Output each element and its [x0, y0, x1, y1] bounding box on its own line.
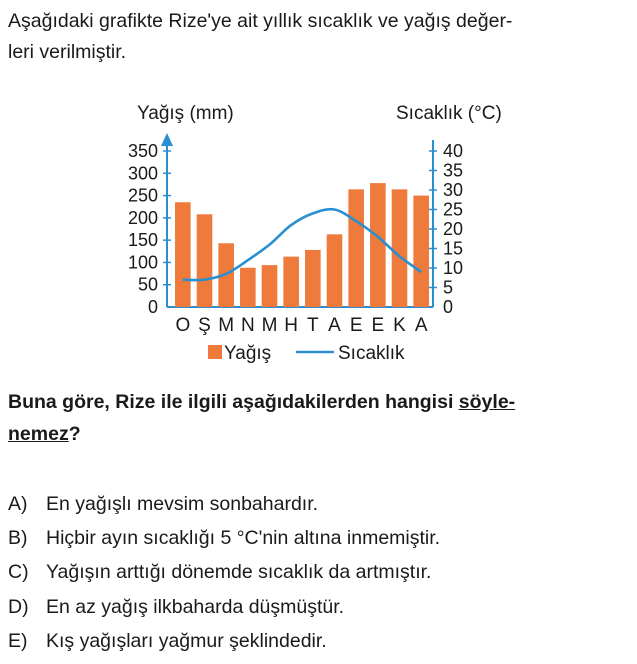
- left-tick-label: 200: [127, 207, 158, 228]
- month-label: E: [349, 315, 363, 336]
- right-tick-label: 10: [443, 258, 464, 278]
- option-d-text: En az yağış ilkbaharda düşmüştür.: [46, 595, 345, 618]
- chart-legend: [208, 343, 405, 364]
- precipitation-bar: [240, 268, 256, 307]
- month-label: A: [328, 315, 341, 336]
- question-text: [8, 386, 633, 450]
- month-label: Ş: [198, 315, 211, 336]
- option-c-text: Yağışın arttığı dönemde sıcaklık da artmıştır.: [46, 561, 432, 584]
- right-tick-label: 20: [443, 219, 464, 239]
- option-d-letter: D): [8, 595, 29, 618]
- month-label: O: [175, 315, 191, 336]
- precipitation-bar: [175, 202, 191, 307]
- precipitation-bar: [305, 250, 321, 307]
- option-a-letter: A): [8, 493, 28, 515]
- option-b-text: Hiçbir ayın sıcaklığı 5 °C'nin altına inmemiştir.: [46, 527, 441, 550]
- left-tick-label: 350: [127, 141, 158, 161]
- option-c[interactable]: [8, 555, 440, 589]
- intro-line-2: leri verilmiştir.: [8, 41, 127, 63]
- option-b[interactable]: [8, 521, 440, 555]
- left-tick-label: 300: [127, 163, 158, 184]
- option-e-text: Kış yağışları yağmur şeklindedir.: [46, 629, 327, 652]
- precipitation-bar: [348, 189, 364, 307]
- left-tick-label: 150: [127, 230, 158, 251]
- option-d[interactable]: [8, 590, 440, 624]
- left-axis-title: Yağış (mm): [137, 103, 234, 124]
- left-tick-label: 50: [137, 274, 158, 295]
- answer-options: [8, 487, 440, 658]
- intro-line-1: Aşağıdaki grafikte Rize'ye ait yıllık sıcaklık ve yağış değer-: [8, 10, 513, 32]
- month-label: T: [307, 315, 319, 336]
- right-tick-label: 30: [443, 180, 464, 200]
- precipitation-bar: [262, 265, 278, 307]
- month-label: M: [218, 315, 235, 336]
- legend-label-temperature: Sıcaklık: [338, 343, 405, 364]
- question-suffix: ?: [68, 423, 81, 445]
- month-label: K: [393, 315, 406, 336]
- precipitation-bar: [197, 214, 213, 307]
- right-axis-title: Sıcaklık (°C): [396, 103, 502, 124]
- legend-swatch-precipitation: [208, 345, 222, 359]
- question-underline-1: söyle-: [458, 391, 516, 413]
- right-tick-label: 35: [443, 160, 464, 181]
- precipitation-bar: [370, 183, 386, 307]
- precipitation-bar: [413, 196, 429, 307]
- precipitation-bar: [327, 234, 343, 307]
- option-a[interactable]: [8, 487, 440, 521]
- option-e-letter: E): [8, 629, 28, 652]
- precipitation-bars: [175, 183, 429, 307]
- precipitation-bar: [392, 189, 408, 307]
- month-label: A: [414, 315, 428, 336]
- right-tick-label: 25: [443, 199, 464, 220]
- month-label: E: [371, 315, 385, 336]
- month-label: M: [261, 315, 278, 336]
- right-tick-label: 5: [443, 277, 454, 298]
- legend-label-precipitation: Yağış: [224, 343, 272, 364]
- precipitation-bar: [283, 257, 299, 307]
- left-tick-label: 100: [127, 252, 158, 273]
- question-underline-2: nemez: [8, 423, 69, 445]
- option-a-text: En yağışlı mevsim sonbahardır.: [46, 493, 319, 515]
- option-c-letter: C): [8, 561, 29, 584]
- option-b-letter: B): [8, 527, 28, 550]
- month-label: H: [284, 315, 299, 336]
- right-tick-label: 15: [443, 238, 464, 259]
- left-axis-arrow-icon: [161, 133, 173, 146]
- left-tick-label: 250: [127, 185, 158, 206]
- right-tick-label: 40: [443, 141, 464, 161]
- left-tick-label: 0: [147, 297, 158, 317]
- month-label: N: [240, 315, 255, 336]
- question-prefix: Buna göre, Rize ile ilgili aşağıdakilerden hangisi: [8, 391, 459, 413]
- option-e[interactable]: [8, 624, 440, 658]
- right-tick-label: 0: [443, 297, 454, 317]
